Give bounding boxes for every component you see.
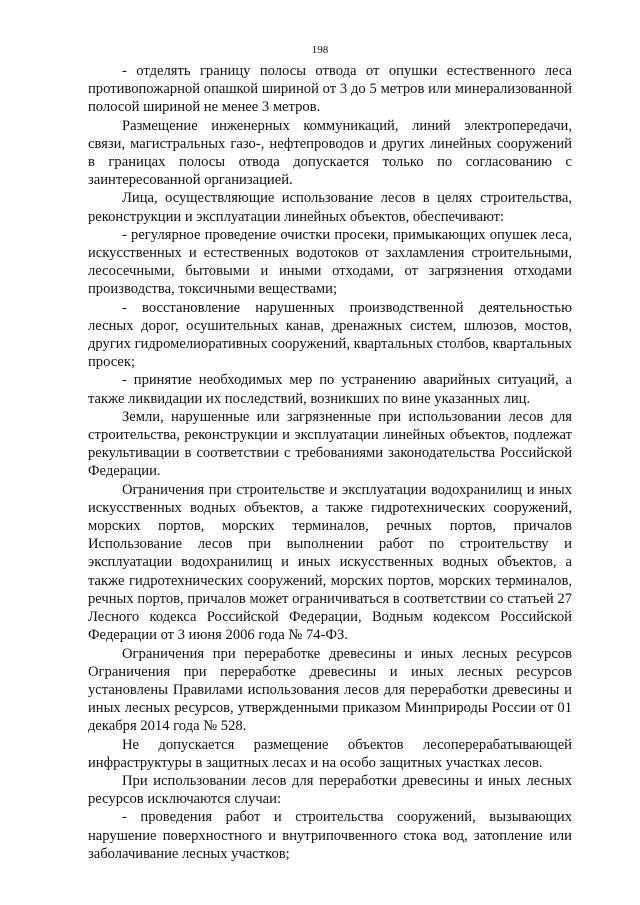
paragraph: - отделять границу полосы отвода от опушки естественного леса противопожарной опашкой шириной от 3 до 5 метров или минерализованной полосой шириной не менее 3 метров. xyxy=(88,63,572,116)
paragraph: - принятие необходимых мер по устранению аварийных ситуаций, а также ликвидации их последствий, возникших по вине указанных лиц. xyxy=(88,372,572,407)
paragraph: Земли, нарушенные или загрязненные при использовании лесов для строительства, реконструкции и эксплуатации линейных объектов, подлежат рекультивации в соответствии с требованиями законодательства Российской Федерации. xyxy=(88,408,572,480)
paragraph: Не допускается размещение объектов лесоперерабатывающей инфраструктуры в защитных лесах и на особо защитных участках лесов. xyxy=(88,736,572,771)
page-number: 198 xyxy=(311,44,329,56)
paragraph: Лица, осуществляющие использование лесов в целях строительства, реконструкции и эксплуатации линейных объектов, обеспечивают: xyxy=(88,190,572,225)
paragraph: - регулярное проведение очистки просеки, примыкающих опушек леса, искусственных и естественных водотоков от захламления строительными, лесосечными, бытовыми и иными отходами, от загрязнения отходами производства, токсичными веществами; xyxy=(88,226,572,298)
paragraph: Ограничения при переработке древесины и иных лесных ресурсов Ограничения при переработке древесины и иных лесных ресурсов установлены Правилами использования лесов для переработки древесины и иных лесных ресурсов, утвержденными приказом Минприроды России от 01 декабря 2014 года № 528. xyxy=(88,645,572,735)
paragraph: - проведения работ и строительства сооружений, вызывающих нарушение поверхностного и внутрипочвенного стока вод, затопление или заболачивание лесных участков; xyxy=(88,809,572,862)
document-body xyxy=(88,62,572,863)
paragraph: При использовании лесов для переработки древесины и иных лесных ресурсов исключаются случаи: xyxy=(88,772,572,808)
paragraph: Ограничения при строительстве и эксплуатации водохранилищ и иных искусственных водных объектов, а также гидротехнических сооружений, морских портов, морских терминалов, речных портов, причалов Использование лесов при выполнении работ по строительству и эксплуатации водохранилищ и иных искусственных водных объектов, а также гидротехнических сооружений, морских портов, морских терминалов, речных портов, причалов может ограничиваться в соответствии со статьей 27 Лесного кодекса Российской Федерации, Водным кодексом Российской Федерации от 3 июня 2006 года № 74-ФЗ. xyxy=(88,481,572,644)
paragraph: Размещение инженерных коммуникаций, линий электропередачи, связи, магистральных газо-, нефтепроводов и других линейных сооружений в границах полосы отвода допускается только по согласованию с заинтересованной организацией. xyxy=(88,117,572,189)
paragraph: - восстановление нарушенных производственной деятельностью лесных дорог, осушительных канав, дренажных систем, шлюзов, мостов, других гидромелиоративных сооружений, квартальных столбов, квартальных просек; xyxy=(88,299,572,371)
